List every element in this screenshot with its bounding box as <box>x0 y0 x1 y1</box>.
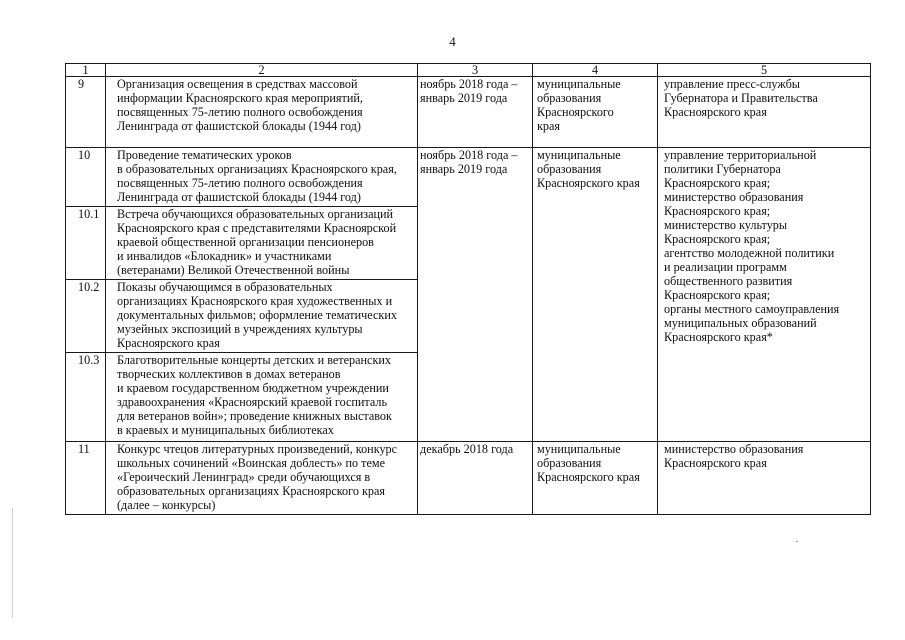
row-number: 10 <box>66 148 106 207</box>
table-row <box>66 148 871 207</box>
event-date: декабрь 2018 года <box>418 442 533 515</box>
column-header-4: 4 <box>533 64 658 77</box>
event-description: Проведение тематических уроков в образовательных организациях Красноярского края, посвященных 75-летию полного освобождения Ленинграда от фашистской блокады (1944 год) <box>106 148 418 207</box>
event-responsible: министерство образования Красноярского края <box>658 442 871 515</box>
row-number: 9 <box>66 77 106 148</box>
column-header-1: 1 <box>66 64 106 77</box>
event-description: Встреча обучающихся образовательных организаций Красноярского края с представителями Красноярской краевой общественной организации пенсионеров и инвалидов «Блокадник» и участниками (ветеранами) Великой Отечественной войны <box>106 207 418 280</box>
event-description: Конкурс чтецов литературных произведений, конкурс школьных сочинений «Воинская доблесть» по теме «Героический Ленинград» среди обучающихся в образовательных организациях Красноярского края (далее – конкурсы) <box>106 442 418 515</box>
event-date: ноябрь 2018 года – январь 2019 года <box>418 77 533 148</box>
column-header-3: 3 <box>418 64 533 77</box>
table-row <box>66 77 871 148</box>
scan-margin-mark <box>12 508 13 618</box>
event-participants: муниципальные образования Красноярского края <box>533 77 658 148</box>
table-row <box>66 442 871 515</box>
row-number: 10.1 <box>66 207 106 280</box>
event-date: ноябрь 2018 года – январь 2019 года <box>418 148 533 442</box>
table-header-row <box>66 64 871 77</box>
page-number: 4 <box>449 34 456 49</box>
events-plan-table <box>65 63 871 515</box>
event-description: Показы обучающимся в образовательных организациях Красноярского края художественных и документальных фильмов; оформление тематических музейных экспозиций в учреждениях культуры Красноярского края <box>106 280 418 353</box>
row-number: 10.3 <box>66 353 106 442</box>
event-participants: муниципальные образования Красноярского края <box>533 148 658 442</box>
scan-speck <box>796 541 798 542</box>
event-responsible: управление территориальной политики Губернатора Красноярского края; министерство образования Красноярского края; министерство культуры Красноярского края; агентство молодежной политики и реализации программ общественного развития Красноярского края; органы местного самоуправления муниципальных образований Красноярского края* <box>658 148 871 442</box>
event-description: Благотворительные концерты детских и ветеранских творческих коллективов в домах ветеранов и краевом государственном бюджетном учреждении здравоохранения «Красноярский краевой госпиталь для ветеранов войн»; проведение книжных выставок в краевых и муниципальных библиотеках <box>106 353 418 442</box>
column-header-2: 2 <box>106 64 418 77</box>
row-number: 10.2 <box>66 280 106 353</box>
column-header-5: 5 <box>658 64 871 77</box>
row-number: 11 <box>66 442 106 515</box>
event-participants: муниципальные образования Красноярского края <box>533 442 658 515</box>
event-description: Организация освещения в средствах массовой информации Красноярского края мероприятий, посвященных 75-летию полного освобождения Ленинграда от фашистской блокады (1944 год) <box>106 77 418 148</box>
event-responsible: управление пресс-службы Губернатора и Правительства Красноярского края <box>658 77 871 148</box>
